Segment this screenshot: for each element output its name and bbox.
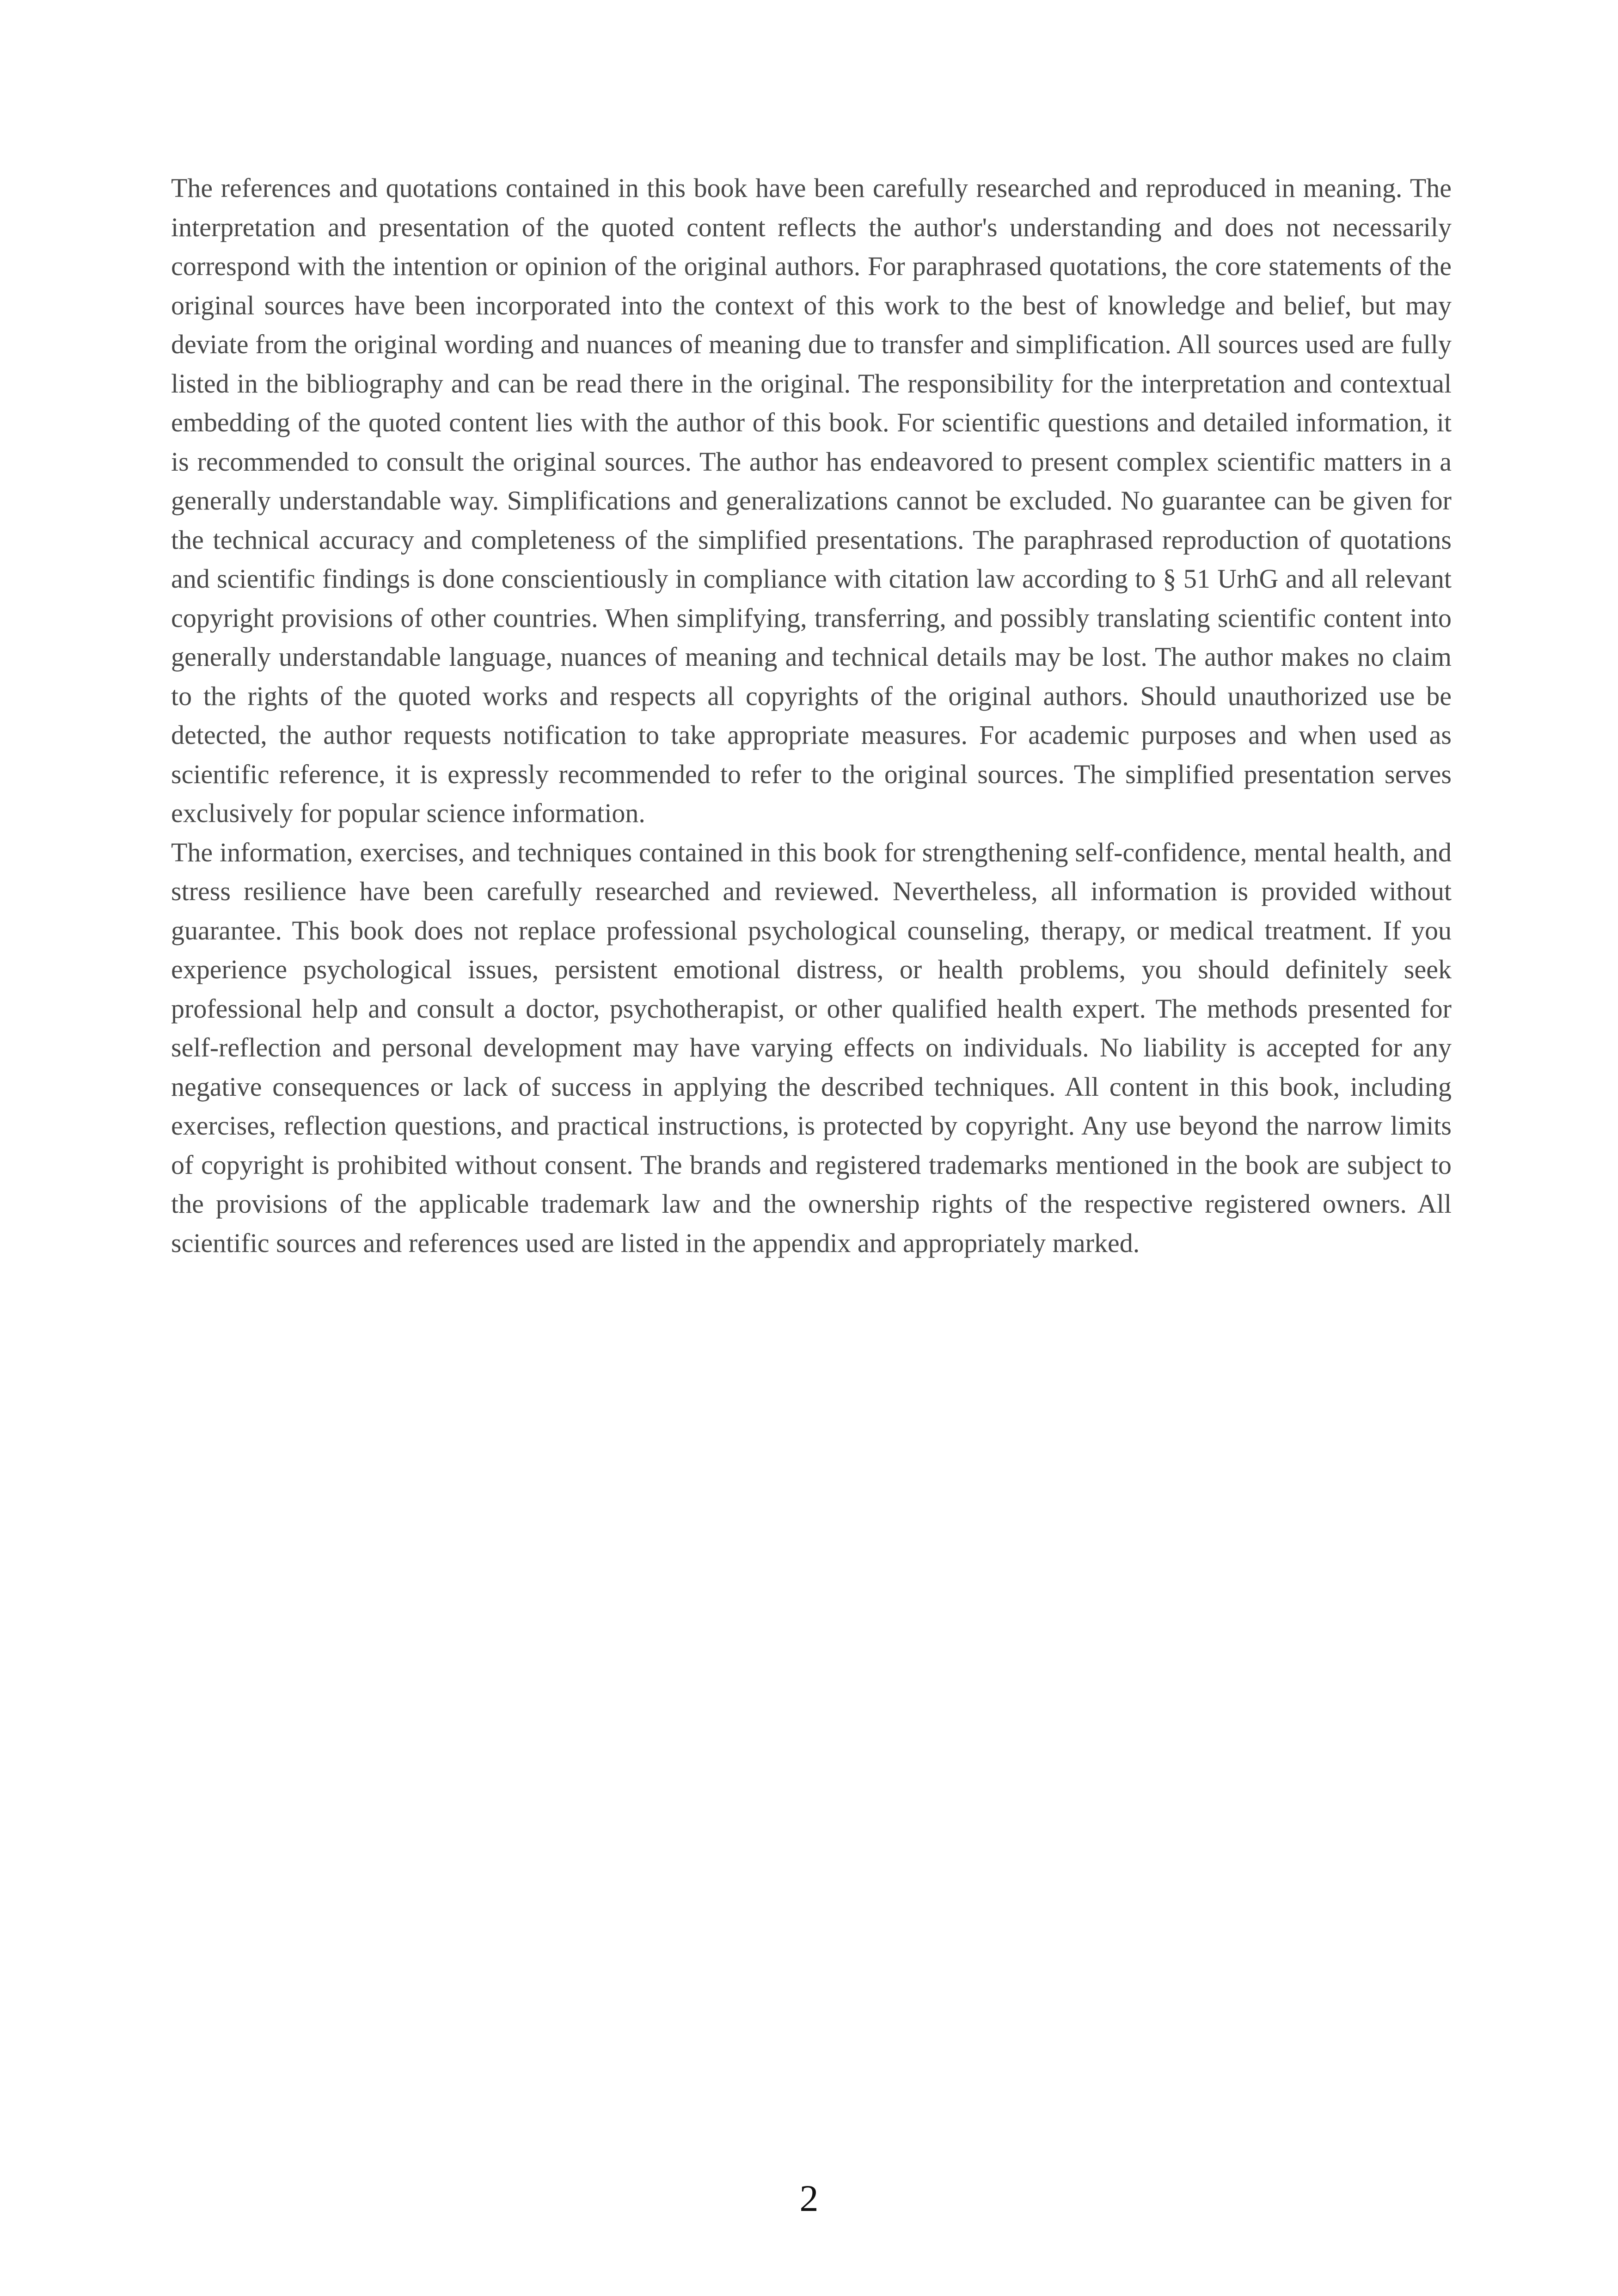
page-body bbox=[171, 169, 1452, 1263]
page-number: 2 bbox=[799, 2177, 819, 2219]
disclaimer-paragraph-health: The information, exercises, and techniques contained in this book for strengthening self-confidence, mental health, and stress resilience have been carefully researched and reviewed. Nevertheless, all information is provided without guarantee. This book does not replace professional psychological counseling, therapy, or medical treatment. If you experience psychological issues, persistent emotional distress, or health problems, you should definitely seek professional help and consult a doctor, psychotherapist, or other qualified health expert. The methods presented for self-reflection and personal development may have varying effects on individuals. No liability is accepted for any negative consequences or lack of success in applying the described techniques. All content in this book, including exercises, reflection questions, and practical instructions, is protected by copyright. Any use beyond the narrow limits of copyright is prohibited without consent. The brands and registered trademarks mentioned in the book are subject to the provisions of the applicable trademark law and the ownership rights of the respective registered owners. All scientific sources and references used are listed in the appendix and appropriately marked. bbox=[171, 837, 1452, 1258]
disclaimer-paragraph-references: The references and quotations contained in this book have been carefully researched and reproduced in meaning. The interpretation and presentation of the quoted content reflects the author's understanding and does not necessarily correspond with the intention or opinion of the original authors. For paraphrased quotations, the core statements of the original sources have been incorporated into the context of this work to the best of knowledge and belief, but may deviate from the original wording and nuances of meaning due to transfer and simplification. All sources used are fully listed in the bibliography and can be read there in the original. The responsibility for the interpretation and contextual embedding of the quoted content lies with the author of this book. For scientific questions and detailed information, it is recommended to consult the original sources. The author has endeavored to present complex scientific matters in a generally understandable way. Simplifications and generalizations cannot be excluded. No guarantee can be given for the technical accuracy and completeness of the simplified presentations. The paraphrased reproduction of quotations and scientific findings is done conscientiously in compliance with citation law according to § 51 UrhG and all relevant copyright provisions of other countries. When simplifying, transferring, and possibly translating scientific content into generally understandable language, nuances of meaning and technical details may be lost. The author makes no claim to the rights of the quoted works and respects all copyrights of the original authors. Should unauthorized use be detected, the author requests notification to take appropriate measures. For academic purposes and when used as scientific reference, it is expressly recommended to refer to the original sources. The simplified presentation serves exclusively for popular science information. bbox=[171, 173, 1452, 828]
